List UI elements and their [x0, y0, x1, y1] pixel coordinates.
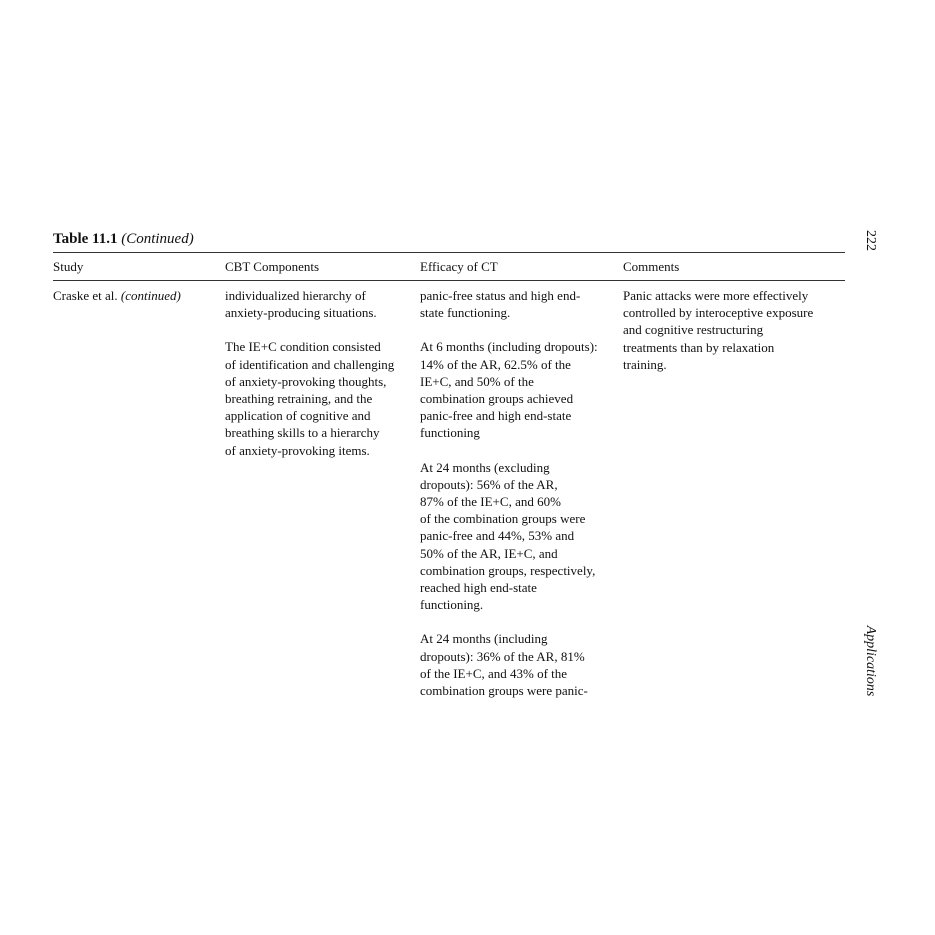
header-efficacy: Efficacy of CT [420, 259, 498, 274]
table-top-rule [53, 252, 845, 253]
text-line: 87% of the IE+C, and 60% [420, 494, 561, 510]
text-line: At 6 months (including dropouts): [420, 339, 598, 355]
study-name: Craske et al. [53, 288, 118, 303]
text-line: of anxiety-provoking thoughts, [225, 373, 387, 389]
text-line: controlled by interoceptive exposure [623, 305, 814, 321]
text-line: of the combination groups were [420, 511, 586, 527]
text-line: breathing skills to a hierarchy [225, 425, 380, 441]
efficacy-paragraph [420, 459, 620, 614]
header-cbt-components: CBT Components [225, 259, 320, 274]
text-line: 50% of the AR, IE+C, and [420, 545, 558, 561]
header-study: Study [53, 259, 84, 274]
text-line: of anxiety-provoking items. [225, 442, 370, 458]
table-header-rule [53, 280, 845, 281]
text-line: reached high end-state [420, 580, 537, 596]
table-title [53, 230, 194, 248]
efficacy-cell [420, 287, 620, 699]
text-line: 14% of the AR, 62.5% of the [420, 356, 571, 372]
text-line: functioning [420, 425, 480, 441]
cbt-paragraph [225, 338, 415, 458]
text-line: functioning. [420, 597, 484, 613]
text-line: anxiety-producing situations. [225, 305, 377, 321]
text-line: individualized hierarchy of [225, 288, 366, 303]
text-line: dropouts): 56% of the AR, [420, 476, 558, 492]
text-line: of identification and challenging [225, 356, 395, 372]
text-line: panic-free and 44%, 53% and [420, 528, 575, 544]
efficacy-paragraph [420, 630, 620, 699]
study-continued: (continued) [120, 288, 181, 303]
text-line: of the IE+C, and 43% of the [420, 665, 568, 681]
running-head: Applications [863, 625, 878, 697]
text-line: panic-free and high end-state [420, 408, 572, 424]
text-line: state functioning. [420, 305, 511, 321]
text-line: application of cognitive and [225, 408, 371, 424]
text-line: treatments than by relaxation [623, 339, 775, 355]
text-line: combination groups achieved [420, 391, 574, 407]
text-line: At 24 months (including [420, 631, 548, 647]
cbt-paragraph [225, 287, 415, 321]
table-continued-label: (Continued) [121, 231, 194, 247]
text-line: combination groups were panic- [420, 683, 588, 699]
comments-paragraph [623, 287, 848, 373]
text-line: dropouts): 36% of the AR, 81% [420, 648, 585, 664]
text-line: The IE+C condition consisted [225, 339, 381, 355]
text-line: panic-free status and high end- [420, 288, 581, 303]
text-line: and cognitive restructuring [623, 322, 764, 338]
text-line: training. [623, 356, 667, 372]
text-line: Panic attacks were more effectively [623, 288, 809, 303]
cbt-components-cell [225, 287, 415, 459]
header-comments: Comments [623, 259, 680, 274]
text-line: breathing retraining, and the [225, 391, 373, 407]
comments-cell [623, 287, 848, 373]
text-line: IE+C, and 50% of the [420, 373, 534, 389]
efficacy-paragraph [420, 338, 620, 441]
text-line: At 24 months (excluding [420, 459, 550, 475]
table-label: Table 11.1 [53, 231, 118, 247]
study-cell [53, 287, 218, 304]
text-line: combination groups, respectively, [420, 562, 596, 578]
page-number: 222 [863, 230, 878, 251]
efficacy-paragraph [420, 287, 620, 321]
